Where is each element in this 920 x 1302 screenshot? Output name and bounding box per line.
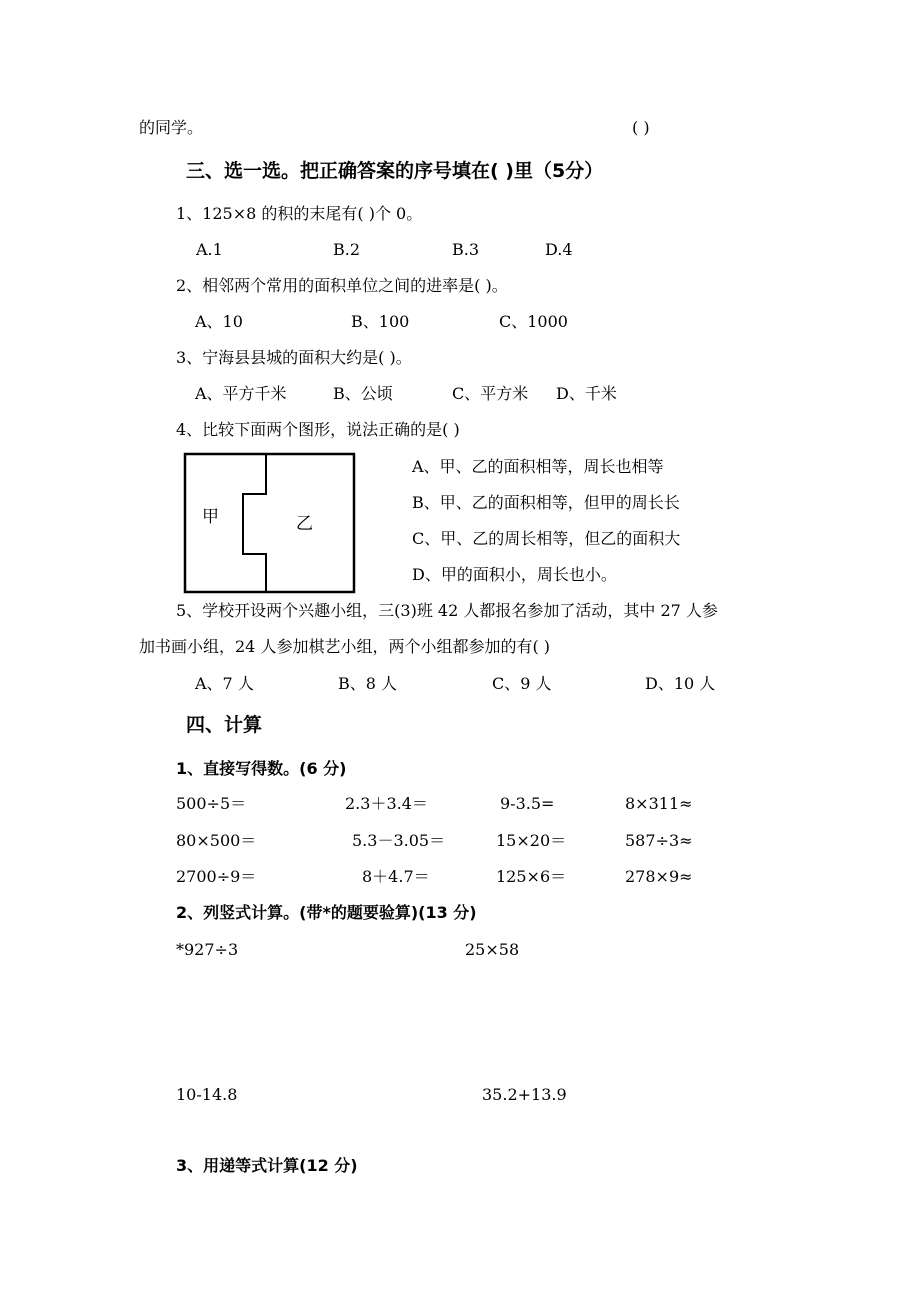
vertical-calc-2: 25×58: [465, 940, 520, 959]
question-1: 1、125×8 的积的末尾有( )个 0。: [176, 204, 423, 223]
vertical-calc-1: *927÷3: [176, 940, 239, 959]
part-3-title: 3、用递等式计算(12 分): [176, 1156, 358, 1175]
q3-option-d: D、千米: [556, 384, 617, 403]
calc-r1-c1: 500÷5＝: [176, 794, 247, 813]
q5-option-d: D、10 人: [645, 674, 716, 693]
figure-label-jia: 甲: [202, 507, 219, 527]
calc-r2-c2: 5.3－3.05＝: [352, 831, 446, 850]
q4-option-c: C、甲、乙的周长相等，但乙的面积大: [412, 529, 681, 548]
question-2: 2、相邻两个常用的面积单位之间的进率是( )。: [176, 276, 508, 295]
calc-r3-c4: 278×9≈: [625, 867, 693, 886]
q3-option-c: C、平方米: [452, 384, 529, 403]
question-4: 4、比较下面两个图形，说法正确的是( ): [176, 420, 460, 439]
q4-option-b: B、甲、乙的面积相等，但甲的周长长: [412, 493, 680, 512]
calc-r2-c4: 587÷3≈: [625, 831, 693, 850]
q2-option-a: A、10: [195, 312, 243, 331]
q3-option-b: B、公顷: [333, 384, 393, 403]
q3-option-a: A、平方千米: [195, 384, 287, 403]
q4-option-a: A、甲、乙的面积相等，周长也相等: [412, 457, 664, 476]
q4-option-d: D、甲的面积小，周长也小。: [412, 565, 617, 584]
calc-r3-c1: 2700÷9＝: [176, 867, 257, 886]
question-5-line-2: 加书画小组，24 人参加棋艺小组，两个小组都参加的有( ): [139, 637, 551, 656]
q5-option-c: C、9 人: [492, 674, 552, 693]
calc-r2-c3: 15×20＝: [496, 831, 567, 850]
calc-r2-c1: 80×500＝: [176, 831, 257, 850]
q1-option-b-second: B.3: [452, 240, 480, 259]
figure-divider-line: [243, 454, 266, 592]
q1-option-d: D.4: [545, 240, 573, 259]
continued-text: 的同学。: [139, 118, 204, 137]
q2-option-b: B、100: [351, 312, 410, 331]
q4-shapes-figure: [183, 452, 358, 596]
calc-r3-c2: 8＋4.7＝: [362, 867, 430, 886]
section-4-title: 四、计算: [186, 714, 263, 736]
answer-blank: ( ): [632, 118, 650, 137]
question-3: 3、宁海县县城的面积大约是( )。: [176, 348, 412, 367]
vertical-calc-3: 10-14.8: [176, 1085, 238, 1104]
q2-option-c: C、1000: [499, 312, 568, 331]
calc-r1-c4: 8×311≈: [625, 794, 693, 813]
calc-r3-c3: 125×6＝: [496, 867, 567, 886]
part-2-title: 2、列竖式计算。(带*的题要验算)(13 分): [176, 903, 477, 922]
q1-option-a: A.1: [196, 240, 223, 259]
calc-r1-c2: 2.3＋3.4＝: [345, 794, 428, 813]
section-3-title: 三、选一选。把正确答案的序号填在( )里（5分）: [186, 160, 604, 182]
question-5-line-1: 5、学校开设两个兴趣小组，三(3)班 42 人都报名参加了活动，其中 27 人参: [176, 601, 718, 620]
figure-label-yi: 乙: [296, 514, 313, 534]
part-1-title: 1、直接写得数。(6 分): [176, 759, 347, 778]
calc-r1-c3: 9-3.5=: [500, 794, 555, 813]
q5-option-b: B、8 人: [338, 674, 398, 693]
q1-option-b: B.2: [333, 240, 361, 259]
q5-option-a: A、7 人: [195, 674, 254, 693]
vertical-calc-4: 35.2+13.9: [482, 1085, 567, 1104]
